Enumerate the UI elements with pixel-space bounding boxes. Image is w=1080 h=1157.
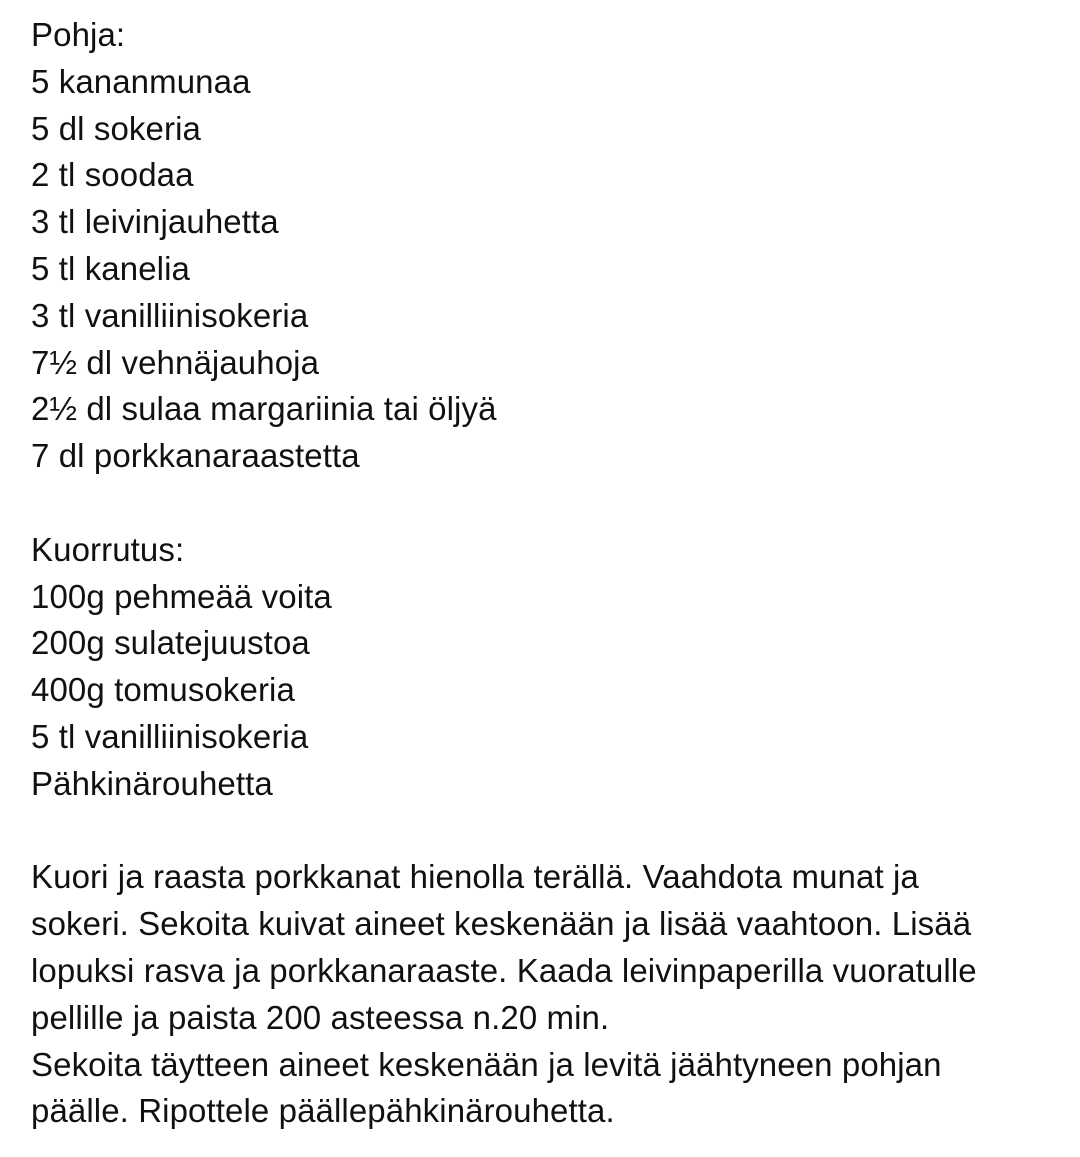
instruction-line: Kuori ja raasta porkkanat hienolla terällä. Vaahdota munat ja [31, 858, 919, 896]
base-section [31, 12, 1061, 480]
instructions-section [31, 854, 1061, 1135]
frosting-ingredient: Pähkinärouhetta [31, 764, 273, 802]
base-ingredient: 7½ dl vehnäjauhoja [31, 343, 320, 381]
instruction-line: lopuksi rasva ja porkkanaraaste. Kaada leivinpaperilla vuoratulle [31, 951, 977, 989]
frosting-ingredient: 5 tl vanilliinisokeria [31, 717, 309, 755]
instructions-paragraph-frosting [31, 1042, 1056, 1136]
section-spacer [31, 480, 1061, 527]
frosting-ingredient: 400g tomusokeria [31, 671, 295, 709]
frosting-ingredient: 100g pehmeää voita [31, 577, 332, 615]
instruction-line: päälle. Ripottele päällepähkinärouhetta. [31, 1092, 615, 1130]
base-heading: Pohja: [31, 16, 126, 53]
instruction-line: sokeri. Sekoita kuivat aineet keskenään ja lisää vaahtoon. Lisää [31, 905, 972, 943]
base-ingredient: 5 tl kanelia [31, 249, 190, 287]
base-ingredient: 5 kananmunaa [31, 62, 251, 100]
instruction-line: pellille ja paista 200 asteessa n.20 min. [31, 998, 610, 1036]
section-spacer [31, 808, 1061, 855]
base-ingredient: 3 tl leivinjauhetta [31, 203, 279, 241]
recipe-document [31, 12, 1061, 1135]
instructions-paragraph-baking [31, 854, 1056, 1041]
base-ingredient: 7 dl porkkanaraastetta [31, 437, 360, 475]
base-ingredient: 2 tl soodaa [31, 156, 194, 194]
base-ingredient: 2½ dl sulaa margariinia tai öljyä [31, 390, 497, 428]
frosting-section [31, 527, 1061, 808]
base-ingredient: 5 dl sokeria [31, 109, 201, 147]
frosting-ingredient: 200g sulatejuustoa [31, 624, 310, 662]
frosting-heading: Kuorrutus: [31, 530, 185, 568]
base-ingredient: 3 tl vanilliinisokeria [31, 296, 309, 334]
instruction-line: Sekoita täytteen aineet keskenään ja levitä jäähtyneen pohjan [31, 1045, 942, 1083]
